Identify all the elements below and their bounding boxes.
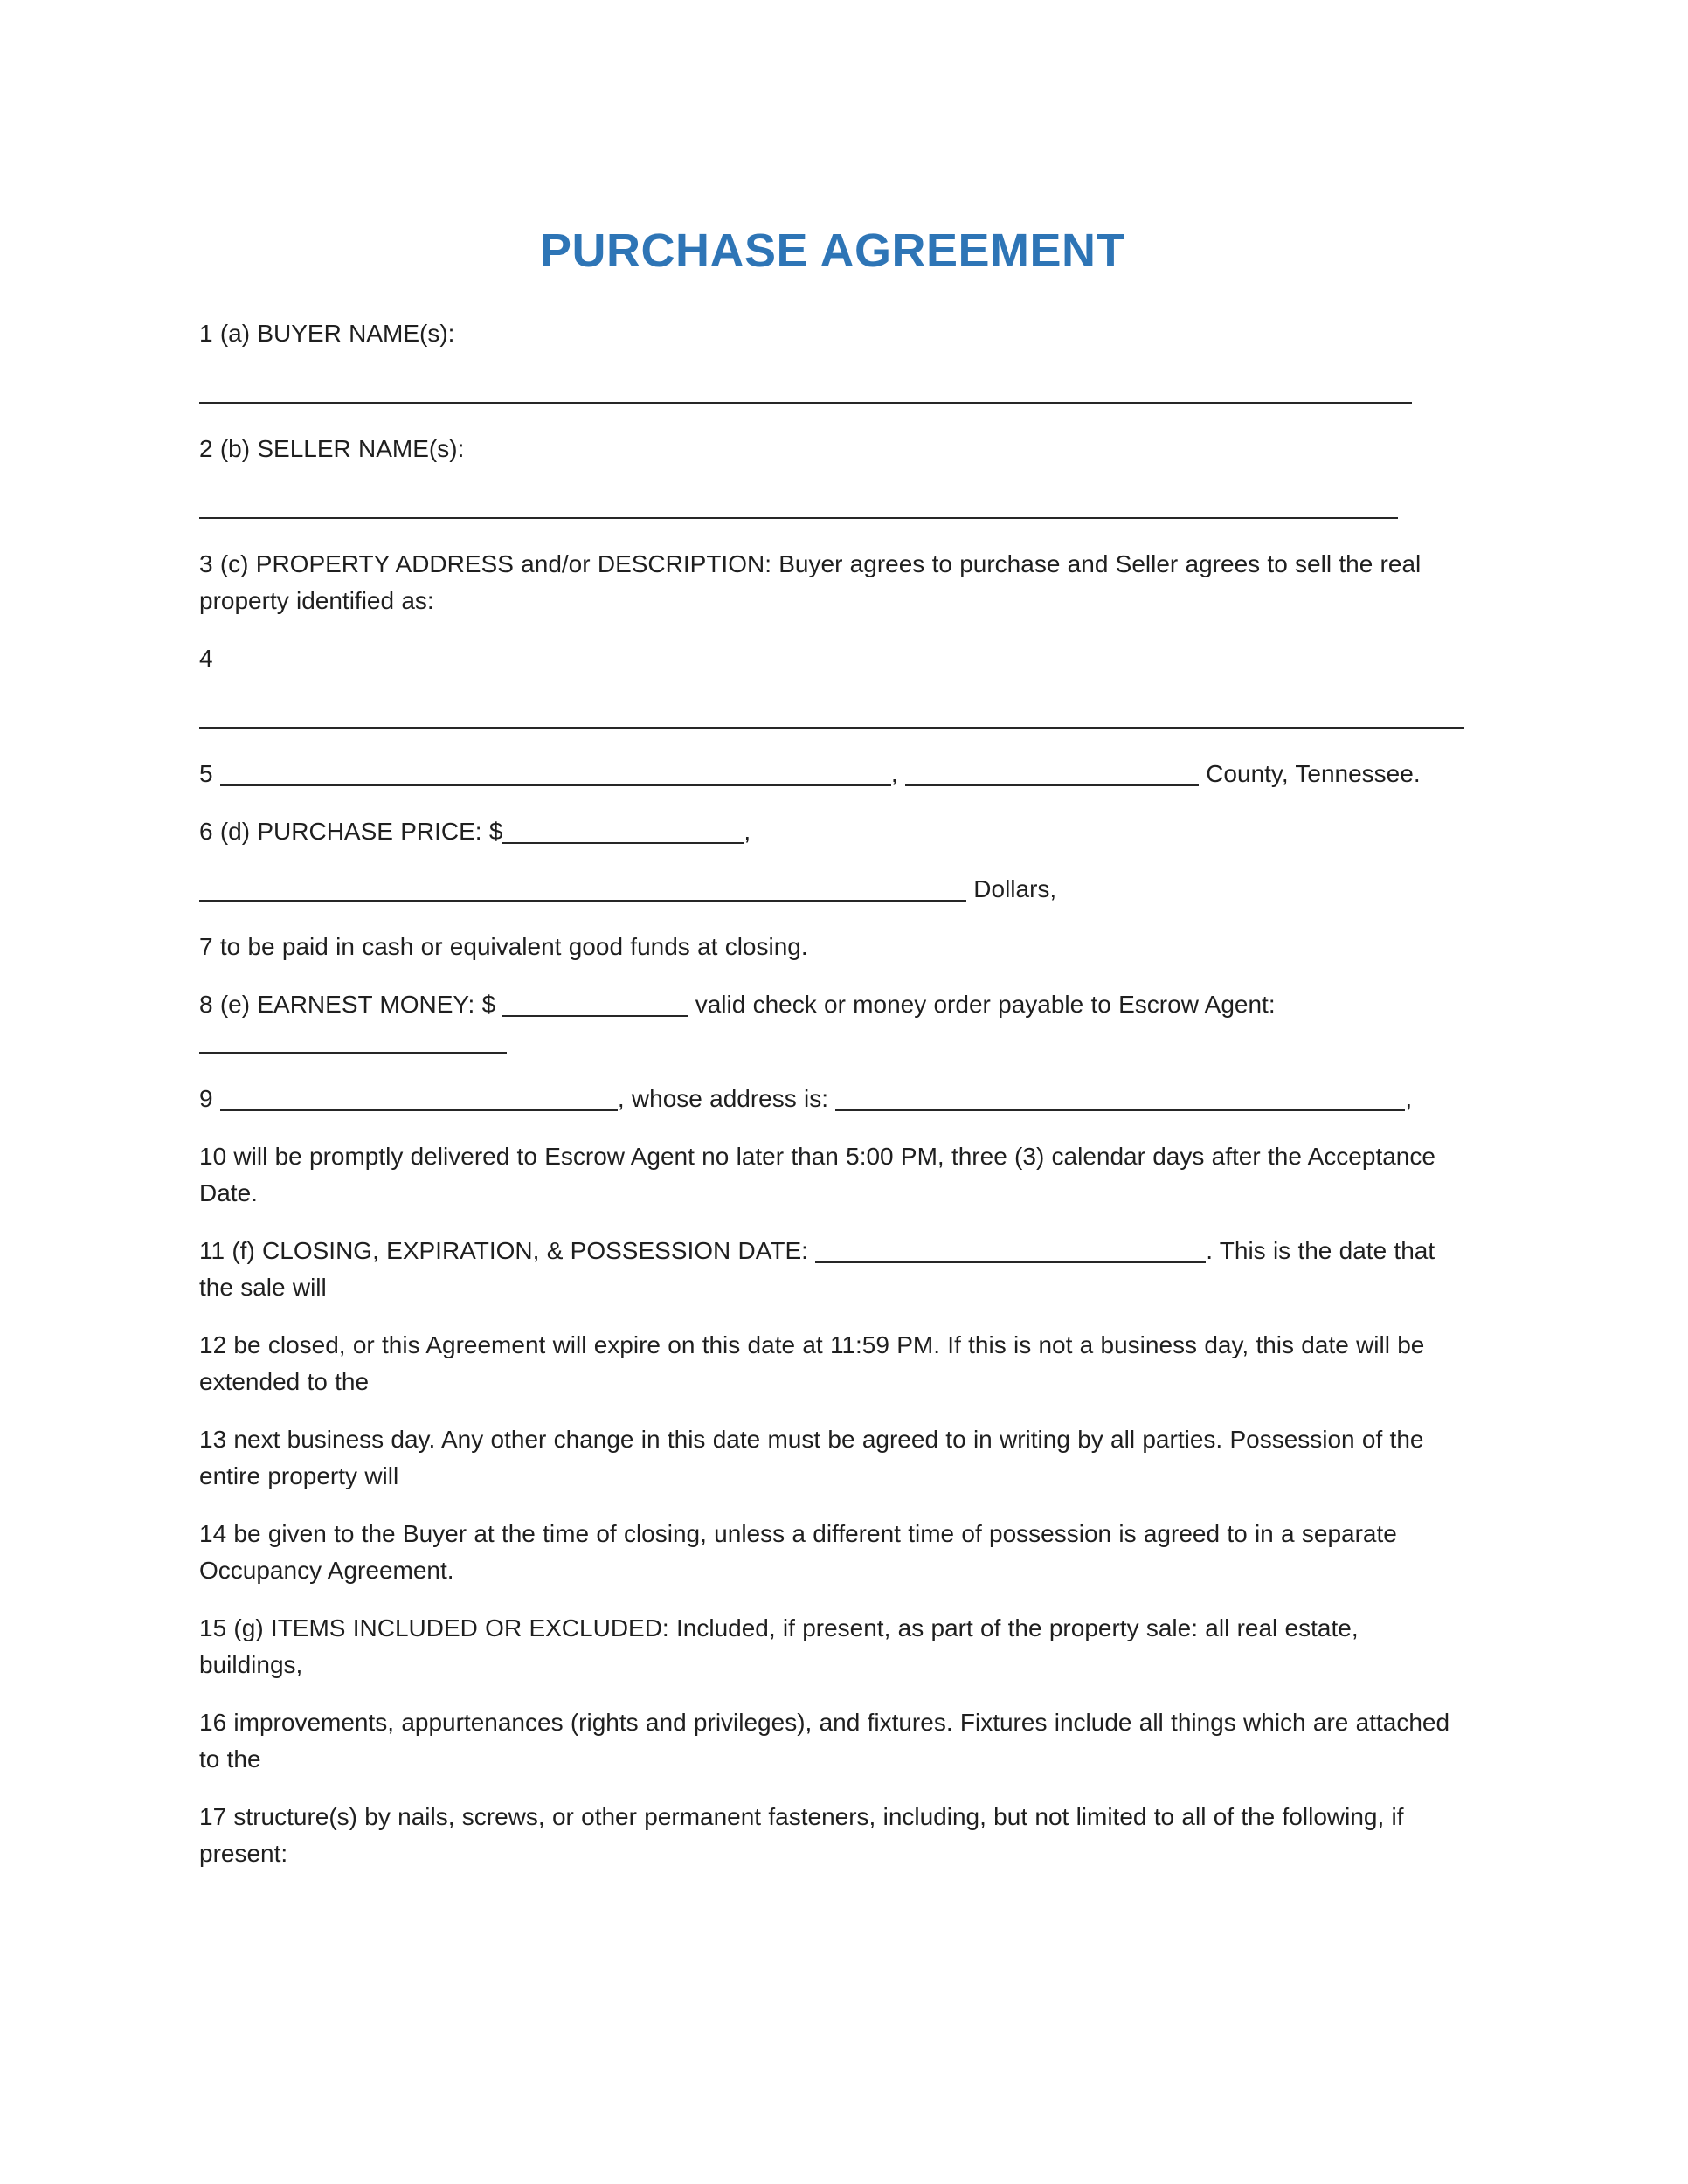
blank-field <box>815 1237 1206 1263</box>
blank-field <box>199 1027 507 1054</box>
page-title: PURCHASE AGREEMENT <box>539 225 1126 277</box>
blank-field <box>502 818 744 844</box>
line-15-items-included <box>199 1610 1466 1683</box>
document-body <box>199 315 1466 1872</box>
text-run: 16 improvements, appurtenances (rights and privileges), and fixtures. Fixtures include all things which are attached to the <box>199 1709 1450 1773</box>
text-run: 2 (b) SELLER NAME(s): <box>199 435 465 463</box>
line-13-next-business-day <box>199 1421 1466 1495</box>
blank-field <box>199 493 1398 519</box>
text-run: County, Tennessee. <box>1198 760 1421 788</box>
line-10-delivery <box>199 1138 1466 1212</box>
text-run: 4 <box>199 645 213 673</box>
text-run: , <box>890 760 905 788</box>
line-6-purchase-price <box>199 813 1466 850</box>
text-run: , whose address is: <box>617 1085 836 1113</box>
text-run: 3 (c) PROPERTY ADDRESS and/or DESCRIPTION: Buyer agrees to purchase and Seller agrees to sell the real property identified as: <box>199 550 1422 615</box>
text-run: , <box>1405 1085 1413 1113</box>
line-3-property-address <box>199 546 1466 619</box>
text-run: 1 (a) BUYER NAME(s): <box>199 320 455 348</box>
text-run: 10 will be promptly delivered to Escrow Agent no later than 5:00 PM, three (3) calendar days after the Acceptance Date. <box>199 1143 1435 1207</box>
blank-field <box>220 1085 618 1111</box>
text-run: 15 (g) ITEMS INCLUDED OR EXCLUDED: Included, if present, as part of the property sale: all real estate, buildings, <box>199 1614 1359 1679</box>
text-run: 14 be given to the Buyer at the time of closing, unless a different time of possession is agreed to in a separate Occupancy Agreement. <box>199 1520 1397 1585</box>
line-5-county <box>199 756 1466 792</box>
text-run: , <box>744 818 751 846</box>
line-11-closing-date <box>199 1233 1466 1306</box>
text-run: valid check or money order payable to Escrow Agent: <box>688 991 1276 1019</box>
text-run: 9 <box>199 1085 220 1113</box>
text-run: 13 next business day. Any other change in this date must be agreed to in writing by all parties. Possession of the entire property will <box>199 1426 1424 1490</box>
line-1-buyer-name-label <box>199 315 1466 352</box>
text-run: 8 (e) EARNEST MONEY: $ <box>199 991 503 1019</box>
line-2-seller-name-label <box>199 431 1466 467</box>
text-run: 7 to be paid in cash or equivalent good funds at closing. <box>199 933 808 961</box>
line-7-cash-at-closing <box>199 929 1466 965</box>
text-run: 11 (f) CLOSING, EXPIRATION, & POSSESSION DATE: <box>199 1237 816 1265</box>
blank-field <box>905 760 1199 786</box>
blank-field <box>835 1085 1405 1111</box>
blank-field <box>220 760 891 786</box>
text-run: Dollars, <box>966 875 1057 903</box>
line-8-earnest-money <box>199 986 1466 1060</box>
property-description-blank-line <box>199 698 1466 735</box>
line-4-number <box>199 640 1466 677</box>
line-17-structures <box>199 1799 1466 1872</box>
line-12-expiration <box>199 1327 1466 1400</box>
blank-field <box>199 377 1412 404</box>
purchase-price-dollars-line <box>199 871 1466 908</box>
line-16-improvements <box>199 1704 1466 1778</box>
seller-name-blank-line <box>199 488 1466 525</box>
blank-field <box>199 875 966 902</box>
line-14-possession <box>199 1516 1466 1589</box>
blank-field <box>502 991 688 1017</box>
text-run: 5 <box>199 760 220 788</box>
text-run: . This is the date that the sale will <box>199 1237 1435 1302</box>
text-run: 12 be closed, or this Agreement will expire on this date at 11:59 PM. If this is not a business day, this date will be extended to the <box>199 1331 1425 1396</box>
text-run: 6 (d) PURCHASE PRICE: $ <box>199 818 503 846</box>
line-9-escrow-agent-address <box>199 1081 1466 1117</box>
blank-field <box>199 702 1464 729</box>
buyer-name-blank-line <box>199 373 1466 410</box>
text-run: 17 structure(s) by nails, screws, or other permanent fasteners, including, but not limited to all of the following, if present: <box>199 1803 1404 1868</box>
